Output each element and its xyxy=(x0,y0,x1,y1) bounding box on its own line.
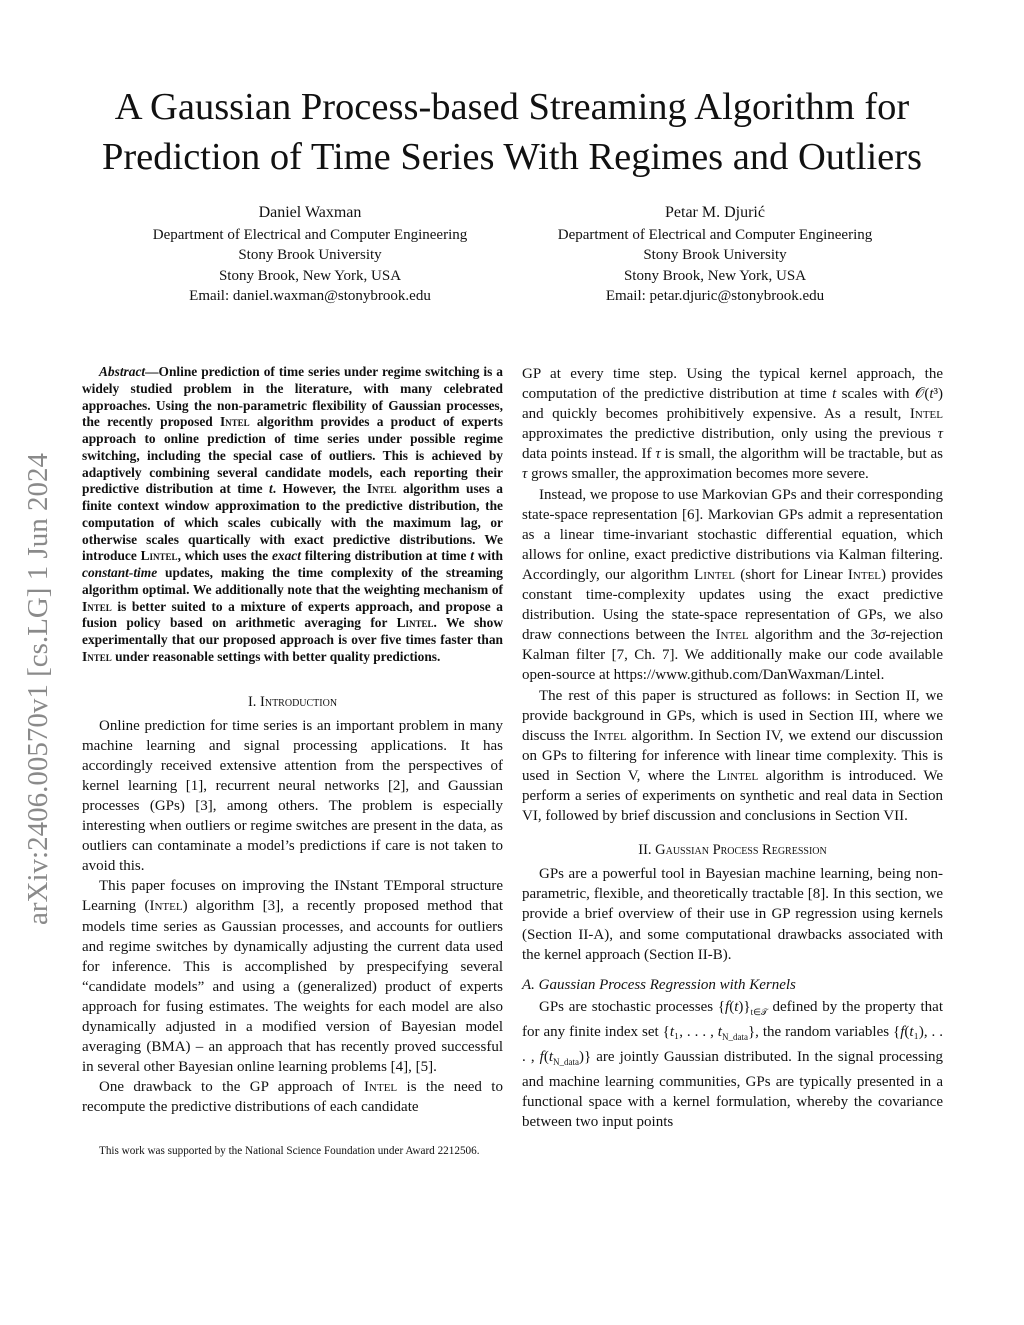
text-run: . However, the xyxy=(272,481,367,497)
section-heading-introduction: I. Introduction xyxy=(247,693,338,710)
emphasis: t xyxy=(269,481,273,497)
text-run: is better suited to a mixture of experts approach, and propose a fusion policy based on arithmetic averaging for xyxy=(82,598,503,631)
text-run: GP at every time step. Using the typical kernel approach, the computation of the predictive distribution at time xyxy=(522,366,943,403)
text-run: —Online prediction of time series under regime switching is a widely studied problem in the literature, with many celebrated approaches. Using the non-parametric flexibility of Gaussian processes, the recently proposed xyxy=(82,364,503,430)
text-run: One drawback to the GP approach of xyxy=(99,1079,365,1096)
algorithm-name: Intel xyxy=(847,566,882,583)
text-run: }, the random variables { xyxy=(747,1023,901,1040)
text-run: ) algorithm [3], a recently proposed method that models time series as Gaussian processes, and accounts for outliers and regime switches by dynamically adjusting the current data used for inference. This is accomplished by prespecifying several “candidate models” and using a (generalized) product of experts approach for fusing estimates. The weights for each model are also dynamically adjusted in a modified version of Bayesian model averaging (BMA) – an approach that has recently proved successful in several other Bayesian online learning problems [4], [5]. xyxy=(82,898,503,1076)
text-run: ₁), . . . , xyxy=(522,1023,943,1065)
algorithm-name: Lintel xyxy=(717,767,759,784)
abstract xyxy=(82,364,503,666)
algorithm-name: Intel xyxy=(593,727,627,744)
text-run: grows smaller, the approximation becomes more severe. xyxy=(527,466,869,483)
emphasis: constant-time xyxy=(82,565,158,580)
author-block xyxy=(505,203,925,307)
text-run: scales with 𝒪( xyxy=(836,386,930,403)
algorithm-name: Intel xyxy=(219,414,250,430)
text-run: This paper focuses on improving the INstant TEmporal structure Learning ( xyxy=(82,878,503,915)
text-run: algorithm is introduced. We perform a series of experiments on synthetic and real data in Section VI, followed by brief discussion and conclusions in Section VII. xyxy=(522,767,943,825)
author-location: Stony Brook, New York, USA xyxy=(623,267,807,284)
emphasis: f xyxy=(539,1049,544,1065)
emphasis: τ xyxy=(655,446,661,463)
algorithm-name: Intel xyxy=(149,898,183,915)
title-line: A Gaussian Process-based Streaming Algorithm for xyxy=(114,86,910,128)
text-run: . We show experimentally that our proposed approach is over five times faster than xyxy=(82,615,503,647)
emphasis: f xyxy=(725,998,730,1015)
section-heading-gp-regression: II. Gaussian Process Regression xyxy=(638,842,827,859)
author-name: Petar M. Djurić xyxy=(665,204,765,221)
text-run: )} are jointly Gaussian distributed. In the signal processing and machine learning communities, GPs are typically presented in a functional space with a kernel formulation, whereby the covariance between two input points xyxy=(522,1049,943,1131)
text-run: algorithm and the 3 xyxy=(748,627,879,644)
text-run: algorithm provides a product of experts approach to online prediction of time series under possible regime switching, including the special case of outliers. This is achieved by adaptively combining several candidate models, each reporting their predictive distribution at time xyxy=(82,414,503,497)
emphasis: Abstract xyxy=(99,364,146,379)
author-dept: Department of Electrical and Computer Engineering xyxy=(557,226,873,243)
emphasis: t xyxy=(909,1023,914,1040)
emphasis: f xyxy=(900,1023,905,1040)
emphasis: t xyxy=(548,1049,553,1065)
text-run: ³) and quickly becomes prohibitively expensive. As a result, xyxy=(522,386,944,423)
algorithm-name: Intel xyxy=(366,481,397,497)
emphasis: t xyxy=(470,548,474,564)
algorithm-name: Intel xyxy=(909,406,943,423)
text-run: (short for Linear xyxy=(734,566,848,583)
paper-title xyxy=(0,82,1024,182)
author-univ: Stony Brook University xyxy=(238,247,382,263)
algorithm-name: Lintel xyxy=(140,548,178,564)
paragraph xyxy=(82,716,503,877)
subsection-heading: A. Gaussian Process Regression with Kernels xyxy=(522,976,796,993)
emphasis: σ xyxy=(878,627,886,644)
text-run: is small, the algorithm will be tractable, but as xyxy=(660,446,943,463)
emphasis: t xyxy=(832,386,837,403)
algorithm-name: Intel xyxy=(82,648,112,664)
text-run: )} xyxy=(738,998,751,1015)
paragraph xyxy=(522,364,943,485)
right-column xyxy=(522,364,943,1132)
paragraph xyxy=(522,485,943,686)
text-run: GPs are stochastic processes { xyxy=(539,998,726,1015)
footnote: This work was supported by the National Science Foundation under Award 2212506. xyxy=(99,1145,480,1157)
paragraph xyxy=(82,876,503,1077)
text-run: Online prediction for time series is an important problem in many machine learning and signal processing applications. It has accordingly received extensive attention from the perspectives of kernel learning [1], recurrent neural networks [2], and Gaussian processes (GPs) [3], among others. The problem is especially interesting when outliers or regime switches are present in the data, as outliers can contaminate a model’s predictions if care is not taken to avoid this. xyxy=(82,717,503,875)
text-run: algorithm. In Section IV, we extend our discussion on GPs to filtering for inference with linear time complexity. This is used in Section V, where the xyxy=(522,727,943,784)
paragraph xyxy=(522,997,943,1133)
text-run: ( xyxy=(904,1023,910,1040)
author-name: Daniel Waxman xyxy=(258,204,362,221)
subscript: t∈𝒯 xyxy=(750,1006,768,1017)
text-run: under reasonable settings with better quality predictions. xyxy=(111,648,441,664)
emphasis: exact xyxy=(271,548,301,564)
emphasis: τ xyxy=(937,426,943,443)
text-run: -rejection Kalman filter [7, Ch. 7]. We additionally make our code available open-source at https://www.github.com/DanWaxman/Lintel. xyxy=(522,627,943,684)
text-run: algorithm uses a finite context window approximation to the predictive distribution, the computation of which scales cubically with the maximum lag, or otherwise scales quartically with exact predictive distributions. We introduce xyxy=(82,481,503,564)
subscript: N_data xyxy=(553,1057,579,1067)
arxiv-stamp: arXiv:2406.00570v1 [cs.LG] 1 Jun 2024 xyxy=(22,452,54,925)
text-run: approximates the predictive distribution, only using the previous xyxy=(522,426,938,443)
algorithm-name: Intel xyxy=(715,627,749,644)
text-run: GPs are a powerful tool in Bayesian machine learning, being non-parametric, flexible, and theoretically tractable [8]. In this section, we provide a brief overview of their use in GP regression using kernels (Section II-A), and some computational drawbacks associated with the kernel approach (Section II-B). xyxy=(522,866,943,963)
author-email: Email: petar.djuric@stonybrook.edu xyxy=(605,288,825,304)
author-block xyxy=(100,203,520,307)
text-run: filtering distribution at time xyxy=(300,548,471,564)
text-run: ( xyxy=(543,1049,549,1065)
text-run: ₁, . . . , xyxy=(673,1023,718,1040)
emphasis: t xyxy=(929,386,934,403)
text-run: updates, making the time complexity of the streaming algorithm optimal. We additionally note that the weighting mechanism of xyxy=(82,565,503,597)
paragraph xyxy=(522,864,943,964)
author-location: Stony Brook, New York, USA xyxy=(218,267,402,284)
text-run: The rest of this paper is structured as follows: in Section II, we provide background in GPs, which is used in Section III, where we discuss the xyxy=(522,687,943,744)
emphasis: τ xyxy=(522,466,528,483)
text-run: defined by the property that for any finite index set { xyxy=(522,998,943,1040)
emphasis: t xyxy=(717,1023,722,1040)
emphasis: t xyxy=(669,1023,674,1040)
text-run: data points instead. If xyxy=(522,446,656,463)
text-run: , which uses the xyxy=(177,548,272,564)
author-email: Email: daniel.waxman@stonybrook.edu xyxy=(189,288,431,304)
left-column xyxy=(82,364,503,1117)
algorithm-name: Lintel xyxy=(694,566,735,583)
algorithm-name: Intel xyxy=(364,1079,398,1096)
text-run: is the need to recompute the predictive distributions of each candidate xyxy=(82,1079,503,1116)
subscript: N_data xyxy=(721,1031,748,1042)
text-run: ( xyxy=(729,998,735,1015)
text-run: with xyxy=(473,548,504,564)
title-line: Prediction of Time Series With Regimes and Outliers xyxy=(101,136,923,178)
author-univ: Stony Brook University xyxy=(643,247,787,263)
author-dept: Department of Electrical and Computer Engineering xyxy=(152,226,468,243)
emphasis: t xyxy=(734,998,739,1015)
text-run: ) provides constant time-complexity updates using the exact predictive distribution. Using the state-space representation of GPs, we also draw connections between the xyxy=(522,566,943,644)
text-run: Instead, we propose to use Markovian GPs and their corresponding state-space representation [6]. Markovian GPs admit a representation as a linear time-invariant stochastic differential equation, which allows for online, exact predictive distributions via Kalman filtering. Accordingly, our algorithm xyxy=(522,486,943,583)
paragraph xyxy=(82,1077,503,1117)
algorithm-name: Lintel xyxy=(396,615,434,631)
algorithm-name: Intel xyxy=(82,598,112,614)
paragraph xyxy=(522,686,943,827)
